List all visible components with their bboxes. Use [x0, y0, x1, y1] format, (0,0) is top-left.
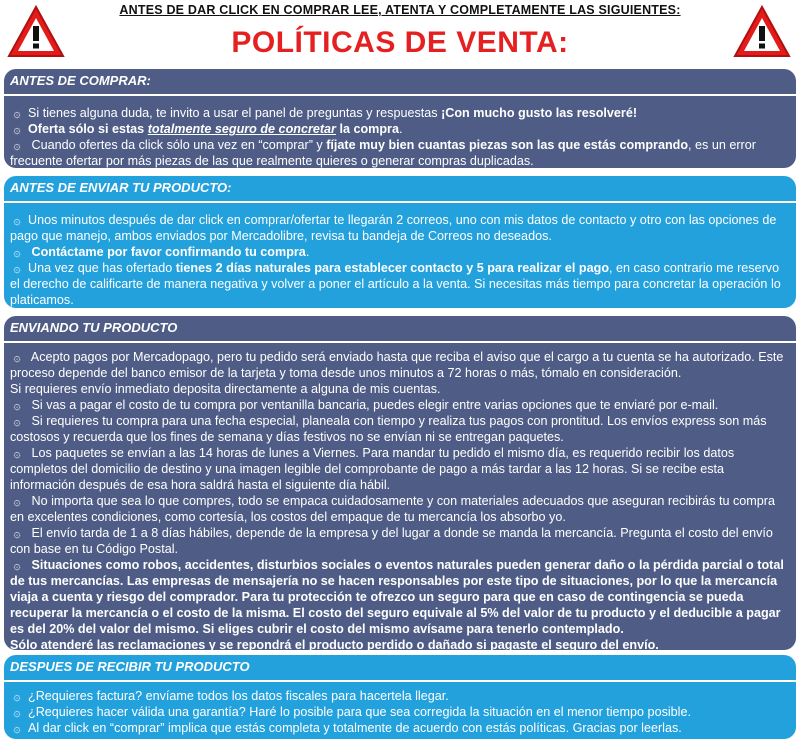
section-body: [10, 105, 790, 169]
gear-icon: ۞: [13, 526, 21, 540]
section-title: ENVIANDO TU PRODUCTO: [10, 320, 178, 335]
gear-icon: ۞: [13, 350, 21, 364]
gear-icon: ۞: [13, 689, 21, 703]
section-antes-de-enviar: [4, 176, 796, 308]
list-item: ۞ Situaciones como robos, accidentes, disturbios sociales o eventos naturales pueden generar daño o la pérdida parcial o total de tus mercancías. Las empresas de mensajería no se hacen responsables por este tipo de situaciones, por lo que la mercancía viaja a cuenta y riesgo del comprador. Para tu protección te ofrezco un seguro para que en caso de contingencia se pueda recuperar la mercancía o el costo de la misma. El costo del seguro equivale al 5% del valor de tu producto y el deducible a pagar es del 20% del valor del mismo. Si eliges cubrir el costo del mismo avísame para tenerlo contemplado.: [10, 558, 784, 636]
list-item: ۞ Contáctame por favor confirmando tu compra.: [10, 244, 790, 260]
divider: [4, 680, 796, 682]
gear-icon: ۞: [13, 446, 21, 460]
divider: [4, 341, 796, 343]
list-item: ۞ Acepto pagos por Mercadopago, pero tu pedido será enviado hasta que reciba el aviso que el cargo a tu cuenta se ha autorizado. Este proceso depende del banco emisor de la tarjeta y toma desde unos minutos a 72 horas o más, tómalo en consideración.: [10, 350, 784, 380]
list-item: ۞ Los paquetes se envían a las 14 horas de lunes a Viernes. Para mandar tu pedido el mismo día, es requerido recibir los datos completos del domicilio de destino y una imagen legible del comprobante de pago a más tardar a las 12 horas. Si se recibe esta información después de esa hora saldrá hasta el siguiente día hábil.: [10, 446, 735, 492]
warning-triangle-icon: [6, 4, 66, 60]
divider: [4, 94, 796, 96]
list-item: ۞ No importa que sea lo que compres, todo se empaca cuidadosamente y con materiales adecuados que aseguran recibirás tu compra en excelentes condiciones, como cortesía, los costos del empaque de tu mercancía los absorbo yo.: [10, 494, 775, 524]
list-item: Sólo atenderé las reclamaciones y se repondrá el producto perdido o dañado si pagaste el seguro del envío.: [10, 638, 659, 652]
gear-icon: ۞: [13, 138, 21, 152]
section-despues-de-recibir: [4, 655, 796, 739]
section-body: [10, 349, 790, 653]
gear-icon: ۞: [13, 414, 21, 428]
list-item: ۞ Una vez que has ofertado tienes 2 días naturales para establecer contacto y 5 para realizar el pago, en caso contrario me reservo el derecho de calificarte de manera negativa y volver a poner el artículo a la venta. Si necesitas más tiempo para concretar la operación lo platicamos.: [10, 261, 781, 307]
list-item: ۞ ¿Requieres hacer válida una garantía? Haré lo posible para que sea corregida la situación en el menor tiempo posible.: [10, 704, 790, 720]
list-item: ۞ Al dar click en “comprar” implica que estás completa y totalmente de acuerdo con estás políticas. Gracias por leerlas.: [10, 720, 790, 736]
gear-icon: ۞: [13, 106, 21, 120]
list-item: Si requieres envío inmediato deposita directamente a alguna de mis cuentas.: [10, 382, 441, 396]
section-enviando-tu-producto: [4, 316, 796, 650]
section-body: [10, 212, 790, 308]
divider: [4, 201, 796, 203]
gear-icon: ۞: [13, 721, 21, 735]
section-title: DESPUES DE RECIBIR TU PRODUCTO: [10, 659, 250, 674]
section-title: ANTES DE COMPRAR:: [10, 73, 151, 88]
list-item: ۞ Si requieres tu compra para una fecha especial, planeala con tiempo y realiza tus pagos con prontitud. Los envíos express son más costosos y recuerda que los fines de semana y días festivos no se envían ni se entregan paquetes.: [10, 414, 767, 444]
gear-icon: ۞: [13, 705, 21, 719]
list-item: ۞ ¿Requieres factura? envíame todos los datos fiscales para hacertela llegar.: [10, 688, 790, 704]
section-antes-de-comprar: [4, 69, 796, 168]
header: [0, 0, 800, 64]
gear-icon: ۞: [13, 261, 21, 275]
list-item: ۞ Cuando ofertes da click sólo una vez en “comprar” y fíjate muy bien cuantas piezas son las que estás comprando, es un error frecuente ofertar por más piezas de las que realmente quieres o generar compras duplicadas.: [10, 138, 756, 168]
header-subtitle: ANTES DE DAR CLICK EN COMPRAR LEE, ATENTA Y COMPLETAMENTE LAS SIGUIENTES:: [119, 3, 681, 17]
list-item: ۞ Si vas a pagar el costo de tu compra por ventanilla bancaria, puedes elegir entre varias opciones que te enviaré por e-mail.: [10, 397, 790, 413]
list-item: ۞ Unos minutos después de dar click en comprar/ofertar te llegarán 2 correos, uno con mis datos de contacto y otro con las opciones de pago que manejo, ambos enviados por Mercadolibre, revisa tu bandeja de Correos no deseados.: [10, 213, 777, 243]
gear-icon: ۞: [13, 494, 21, 508]
gear-icon: ۞: [13, 213, 21, 227]
gear-icon: ۞: [13, 558, 21, 572]
list-item: ۞ Oferta sólo si estas totalmente seguro de concretar la compra.: [10, 121, 790, 137]
warning-triangle-icon: [732, 4, 792, 60]
section-body: [10, 688, 790, 736]
section-title: ANTES DE ENVIAR TU PRODUCTO:: [10, 180, 232, 195]
gear-icon: ۞: [13, 245, 21, 259]
page-title: POLÍTICAS DE VENTA:: [231, 26, 569, 59]
gear-icon: ۞: [13, 122, 21, 136]
gear-icon: ۞: [13, 398, 21, 412]
list-item: ۞ El envío tarda de 1 a 8 días hábiles, depende de la empresa y del lugar a donde se manda la mercancía. Pregunta el costo del envío con base en tu Código Postal.: [10, 526, 773, 556]
list-item: ۞ Si tienes alguna duda, te invito a usar el panel de preguntas y respuestas ¡Con mucho gusto las resolveré!: [10, 105, 790, 121]
